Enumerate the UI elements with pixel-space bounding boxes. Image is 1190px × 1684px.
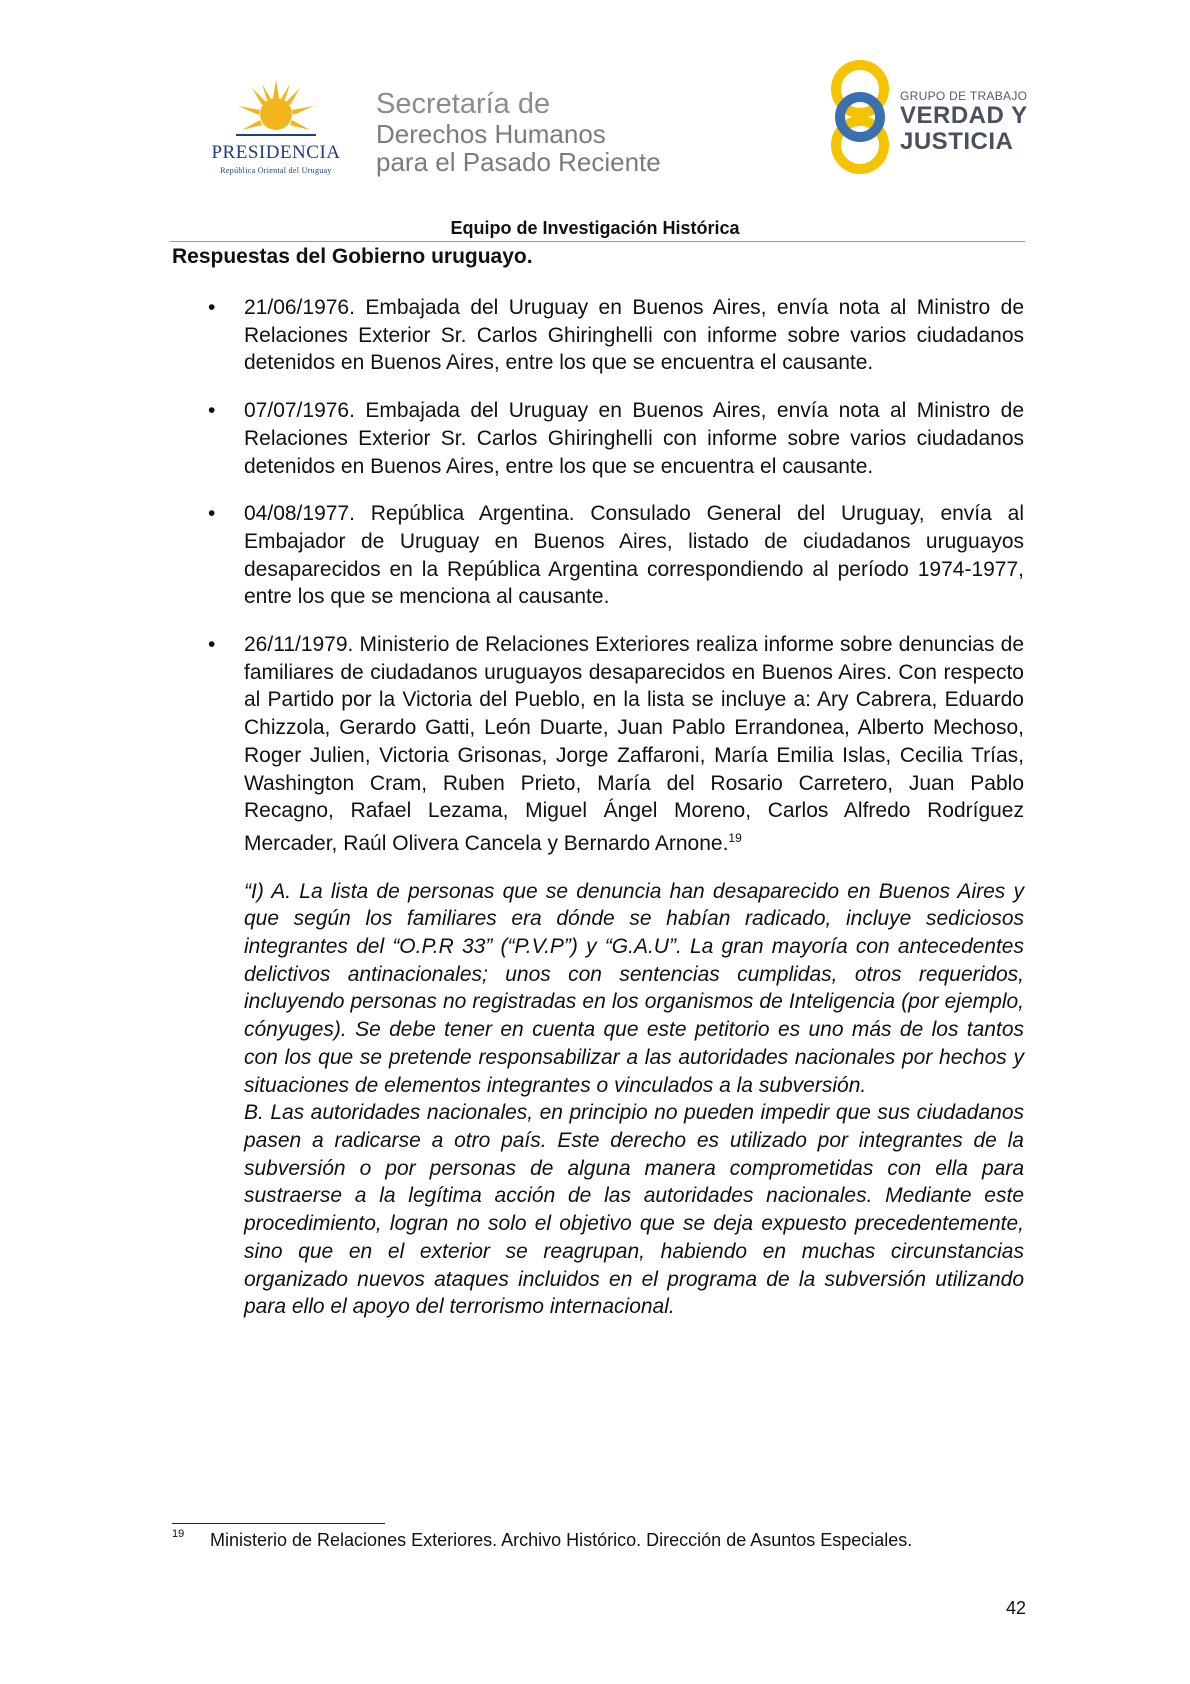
footnote-text: Ministerio de Relaciones Exteriores. Archivo Histórico. Dirección de Asuntos Especiales. <box>210 1530 913 1550</box>
page-header <box>0 0 1190 238</box>
list-item <box>172 397 1024 480</box>
header-divider <box>170 241 1025 242</box>
team-title: Equipo de Investigación Histórica <box>450 218 740 238</box>
footnote-reference[interactable]: 19 <box>728 830 742 845</box>
secretaria-line-2: Derechos Humanos <box>376 119 606 149</box>
item-text: 21/06/1976. Embajada del Uruguay en Buenos Aires, envía nota al Ministro de Relaciones Exterior Sr. Carlos Ghiringhelli con informe sobre varios ciudadanos detenidos en Buenos Aires, entre los que se encuentra el causante. <box>244 296 1024 375</box>
section-title: Respuestas del Gobierno uruguayo. <box>172 245 533 268</box>
secretaria-title <box>376 88 706 176</box>
presidencia-subtitle: República Oriental del Uruguay <box>220 166 332 175</box>
quote-paragraph-a: “I) A. La lista de personas que se denuncia han desaparecido en Buenos Aires y que según los familiares era dónde se habían radicado, incluye sediciosos integrantes del “O.P.R 33” (“P.V.P”) y “G.A.U”. La gran mayoría con antecedentes delictivos antinacionales; unos con sentencias cumplidas, otros requeridos, incluyendo personas no registradas en los organismos de Inteligencia (por ejemplo, cónyuges). Se debe tener en cuenta que este petitorio es uno más de los tantos con los que se pretende responsabilizar a las autoridades nacionales por hechos y situaciones de elementos integrantes o vinculados a la subversión. <box>244 879 1024 1097</box>
item-text: 04/08/1977. República Argentina. Consulado General del Uruguay, envía al Embajador de Uruguay en Buenos Aires, listado de ciudadanos uruguayos desaparecidos en la República Argentina correspondiendo al período 1974-1977, entre los que se menciona al causante. <box>244 502 1024 609</box>
list-item <box>172 500 1024 611</box>
bullet: • <box>208 633 216 657</box>
presidencia-logo <box>196 80 356 180</box>
list-item <box>172 631 1024 858</box>
gtvj-line-2: VERDAD Y <box>900 102 1028 129</box>
secretaria-line-3: para el Pasado Reciente <box>376 147 661 177</box>
secretaria-line-1: Secretaría de <box>376 88 551 120</box>
item-text: 07/07/1976. Embajada del Uruguay en Buenos Aires, envía nota al Ministro de Relaciones Exterior Sr. Carlos Ghiringhelli con informe sobre varios ciudadanos detenidos en Buenos Aires, entre los que se encuentra el causante. <box>244 399 1024 478</box>
bullet: • <box>208 399 216 423</box>
sun-emblem-icon <box>236 80 316 142</box>
bullet: • <box>208 502 216 526</box>
list-item <box>172 294 1024 377</box>
gtvj-line-3: JUSTICIA <box>900 128 1014 155</box>
main-content <box>172 294 1024 1321</box>
presidencia-name: PRESIDENCIA <box>211 142 341 163</box>
gtvj-line-1: GRUPO DE TRABAJO <box>900 89 1028 103</box>
footnote-number: 19 <box>172 1528 185 1540</box>
quoted-report <box>172 878 1024 1321</box>
quote-paragraph-b: B. Las autoridades nacionales, en principio no pueden impedir que sus ciudadanos pasen a radicarse a otro país. Este derecho es utilizado por integrantes de la subversión o por personas de alguna manera comprometidas con ella para sustraerse a la legítima acción de las autoridades nacionales. Mediante este procedimiento, logran no solo el objetivo que se deja expuesto precedentemente, sino que en el exterior se reagrupan, habiendo en muchas circunstancias organizado nuevos ataques incluidos en el programa de la subversión utilizando para ello el apoyo del terrorismo internacional. <box>244 1101 1024 1319</box>
page-number: 42 <box>1005 1598 1026 1618</box>
item-text: 26/11/1979. Ministerio de Relaciones Exteriores realiza informe sobre denuncias de familiares de ciudadanos uruguayos desaparecidos en Buenos Aires. Con respecto al Partido por la Victoria del Pueblo, en la lista se incluye a: Ary Cabrera, Eduardo Chizzola, Gerardo Gatti, León Duarte, Juan Pablo Errandonea, Alberto Mechoso, Roger Julien, Victoria Grisonas, Jorge Zaffaroni, María Emilia Islas, Cecilia Trías, Washington Cram, Ruben Prieto, María del Rosario Carretero, Juan Pablo Recagno, Rafael Lezama, Miguel Ángel Moreno, Carlos Alfredo Rodríguez Mercader, Raúl Olivera Cancela y Bernardo Arnone. <box>244 633 1024 855</box>
footnote-divider <box>172 1523 385 1524</box>
verdad-justicia-logo <box>822 55 1037 180</box>
rings-emblem-icon <box>822 55 897 180</box>
bullet: • <box>208 296 216 319</box>
